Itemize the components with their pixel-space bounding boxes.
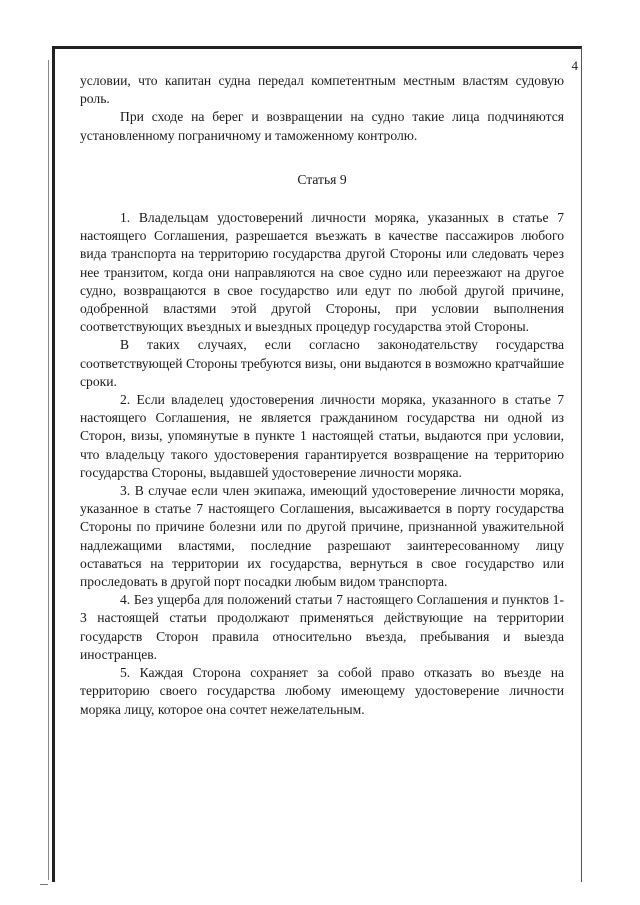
- page-number: 4: [571, 58, 578, 73]
- article-paragraph-1-visas: В таких случаях, если согласно законодательству государства соответствующей Стороны требуются визы, они выдаются в возможно кратчайшие сроки.: [80, 337, 564, 389]
- article-paragraph-5: 5. Каждая Сторона сохраняет за собой право отказать во въезде на территорию своего государства любому имеющему удостоверение личности моряка лицу, которое она сочтет нежелательным.: [80, 665, 564, 717]
- article-paragraph-3: 3. В случае если член экипажа, имеющий удостоверение личности моряка, указанное в статье 7 настоящего Соглашения, высаживается в порту государства Стороны по причине болезни или по другой причине, признанной уважительной надлежащими властями, последние разрешают заинтересованному лицу оставаться на территории их государства, вернуться в свое государство или проследовать в другой порт посадки любым видом транспорта.: [80, 483, 564, 590]
- scan-margin-line: [48, 60, 49, 880]
- intro-paragraph-2: При сходе на берег и возвращении на судно такие лица подчиняются установленному пограничному и таможенному контролю.: [80, 109, 564, 143]
- scan-artifact: [40, 884, 48, 885]
- intro-paragraph-1: условии, что капитан судна передал компетентным местным властям судовую роль.: [80, 73, 564, 107]
- document-body: [80, 72, 564, 719]
- article-paragraph-1: 1. Владельцам удостоверений личности моряка, указанных в статье 7 настоящего Соглашения, разрешается въезжать в качестве пассажиров любого вида транспорта на территорию государства другой Стороны или следовать через нее транзитом, когда они направляются на свое судно или переезжают на другое судно, возвращаются в свое государство или едут по любой другой причине, одобренной властями этой другой Стороны, при условии выполнения соответствующих въездных и выездных процедур государства этой Стороны.: [80, 210, 564, 335]
- article-paragraph-4: 4. Без ущерба для положений статьи 7 настоящего Соглашения и пунктов 1-3 настоящей статьи продолжают применяться действующие на территории государств Сторон правила относительно въезда, пребывания и выезда иностранцев.: [80, 592, 564, 662]
- article-paragraph-2: 2. Если владелец удостоверения личности моряка, указанного в статье 7 настоящего Соглашения, не является гражданином государства ни одной из Сторон, визы, упомянутые в пункте 1 настоящей статьи, выдаются при условии, что владельцу такого удостоверения гарантируется возвращение на территорию государства Стороны, выдавшей удостоверение личности моряка.: [80, 392, 564, 480]
- article-title: Статья 9: [297, 171, 347, 187]
